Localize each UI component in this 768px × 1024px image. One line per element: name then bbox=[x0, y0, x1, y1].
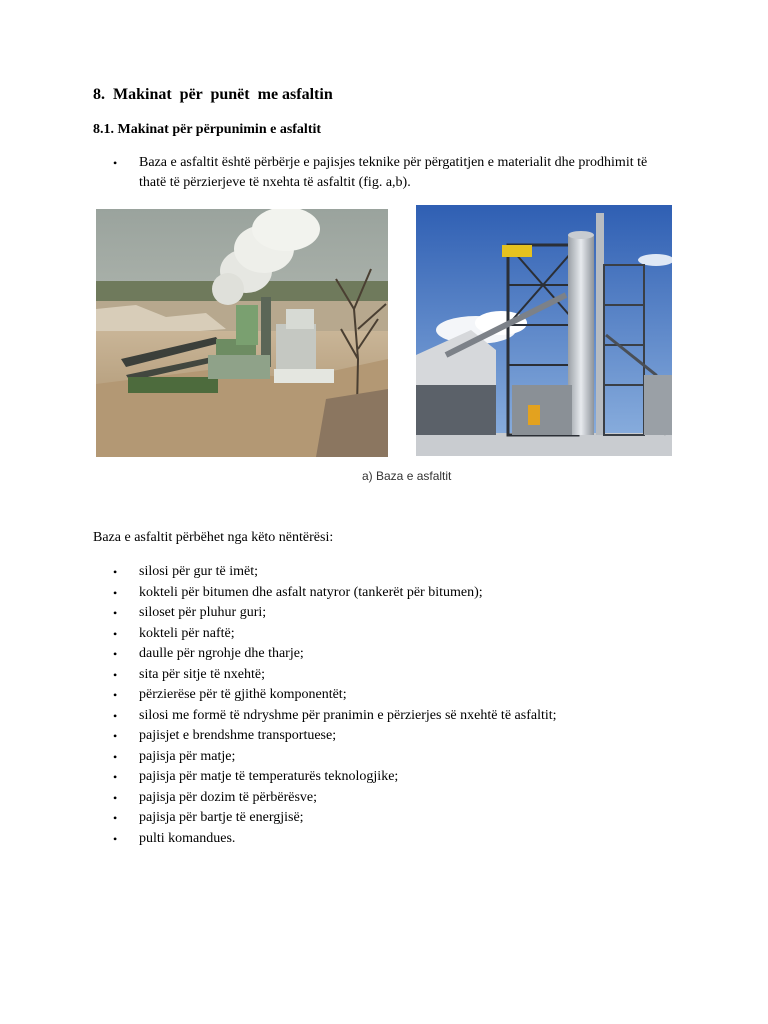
intro-text: Baza e asfaltit është përbërje e pajisjes teknike për përgatitjen e materialit dhe prodhimit të thatë të përzierjeve të nxehta të asfaltit (fig. a,b). bbox=[139, 155, 648, 190]
bullet-icon: • bbox=[113, 156, 118, 170]
bullet-icon: • bbox=[113, 585, 118, 600]
page-title: 8. Makinat për punët me asfaltin bbox=[93, 86, 333, 103]
bullet-icon: • bbox=[113, 626, 118, 641]
bullet-icon: • bbox=[113, 667, 118, 682]
bullet-icon: • bbox=[113, 749, 118, 764]
section-title: 8.1. Makinat për përpunimin e asfaltit bbox=[93, 122, 322, 137]
bullet-icon: • bbox=[113, 729, 118, 743]
bullet-icon: • bbox=[113, 811, 118, 825]
bullet-icon: • bbox=[113, 606, 118, 620]
asphalt-plant-quarry-illustration bbox=[96, 209, 388, 457]
bullet-icon: • bbox=[113, 770, 118, 784]
asphalt-plant-photo-quarry bbox=[96, 209, 388, 457]
bullet-icon: • bbox=[113, 708, 118, 723]
bullet-icon: • bbox=[113, 790, 118, 805]
asphalt-plant-photo-tower bbox=[416, 205, 672, 456]
asphalt-plant-tower-illustration bbox=[416, 205, 672, 456]
bullet-icon: • bbox=[113, 831, 118, 846]
bullet-icon: • bbox=[113, 647, 118, 661]
figure-caption: a) Baza e asfaltit bbox=[362, 469, 452, 483]
bullet-icon: • bbox=[113, 688, 118, 702]
list-lead-text: Baza e asfaltit përbëhet nga këto nëntërësi: bbox=[93, 530, 334, 545]
bullet-icon: • bbox=[113, 565, 118, 579]
